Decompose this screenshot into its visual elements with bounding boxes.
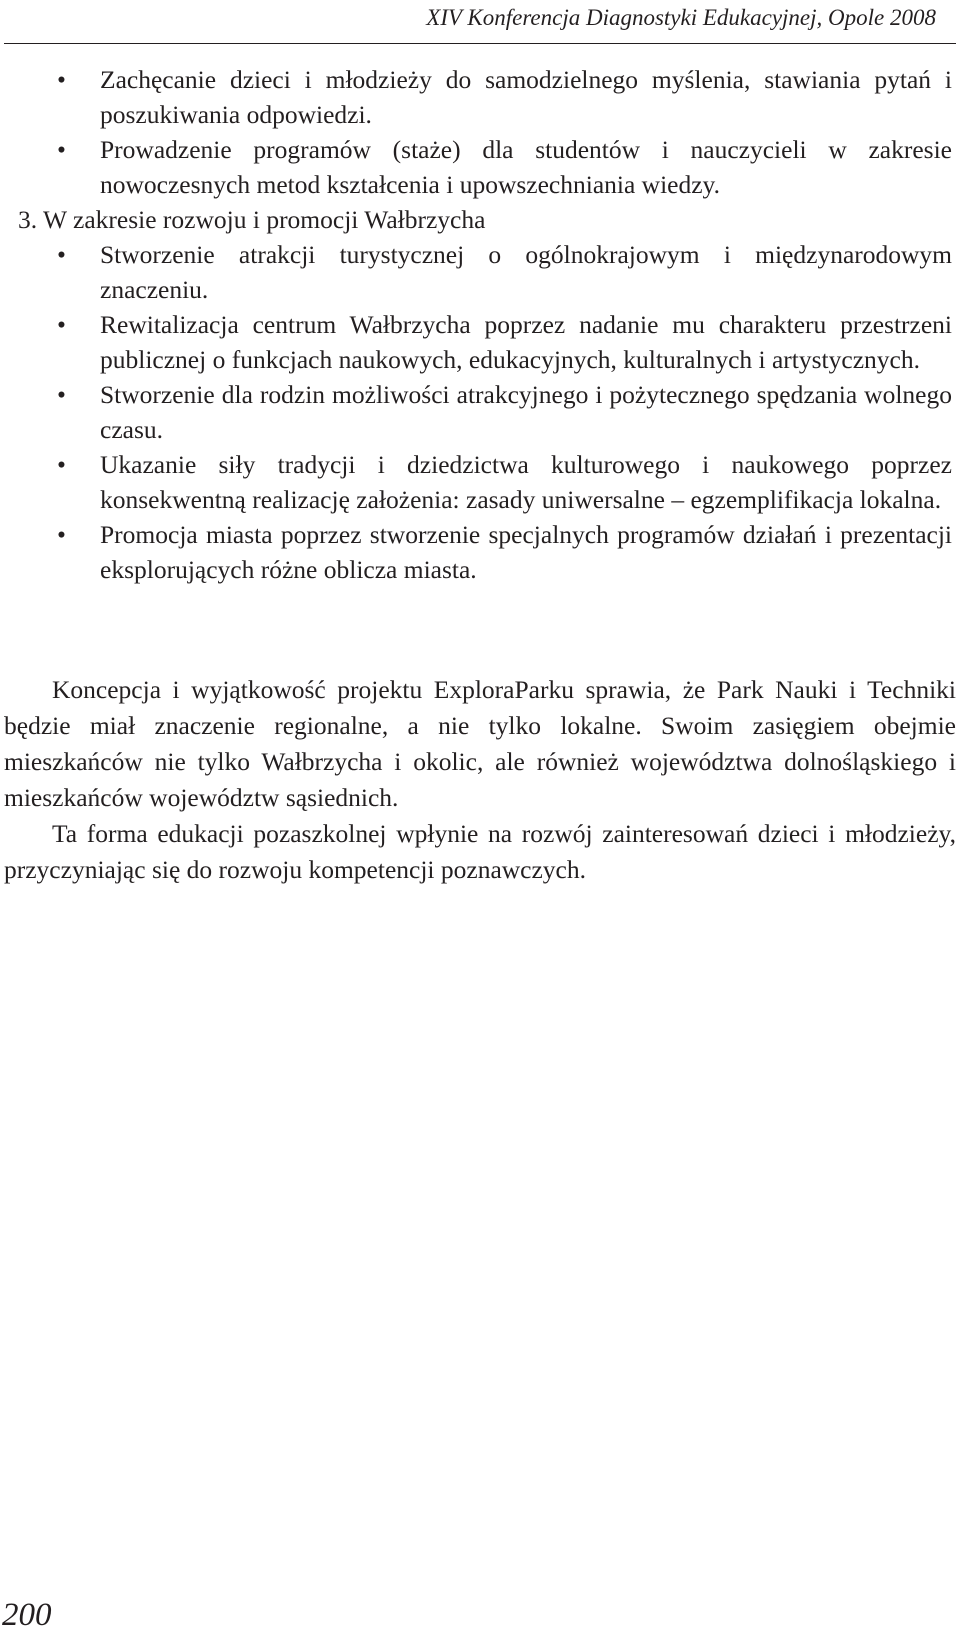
paragraph: Ta forma edukacji pozaszkolnej wpłynie na rozwój zainteresowań dzieci i młodzieży, przyczyniając się do rozwoju kompetencji poznawczych. — [4, 819, 956, 884]
running-header: XIV Konferencja Diagnostyki Edukacyjnej, Opole 2008 — [426, 5, 936, 30]
section-heading: 3. W zakresie rozwoju i promocji Wałbrzycha — [18, 205, 486, 234]
list-item: • Stworzenie dla rodzin możliwości atrakcyjnego i pożytecznego spędzania wolnego czasu. — [0, 377, 952, 447]
list-item: • Stworzenie atrakcji turystycznej o ogólnokrajowym i międzynarodowym znaczeniu. — [0, 237, 952, 307]
paragraph: Koncepcja i wyjątkowość projektu ExploraParku sprawia, że Park Nauki i Techniki będzie miał znaczenie regionalne, a nie tylko lokalne. Swoim zasięgiem obejmie mieszkańców nie tylko Wałbrzycha i okolic, ale również województwa dolnośląskiego i mieszkańców województw sąsiednich. — [4, 675, 956, 812]
list-item: • Zachęcanie dzieci i młodzieży do samodzielnego myślenia, stawiania pytań i poszukiwania odpowiedzi. — [0, 62, 952, 132]
body-text — [4, 672, 956, 888]
list-item: • Ukazanie siły tradycji i dziedzictwa kulturowego i naukowego poprzez konsekwentną realizację założenia: zasady uniwersalne – egzemplifikacja lokalna. — [0, 447, 952, 517]
list-item: • Promocja miasta poprzez stworzenie specjalnych programów działań i prezentacji eksplorujących różne oblicza miasta. — [0, 517, 952, 587]
bullet-list — [0, 62, 952, 587]
list-item: • Prowadzenie programów (staże) dla studentów i nauczycieli w zakresie nowoczesnych metod kształcenia i upowszechniania wiedzy. — [0, 132, 952, 202]
list-item: • Rewitalizacja centrum Wałbrzycha poprzez nadanie mu charakteru przestrzeni publicznej o funkcjach naukowych, edukacyjnych, kulturalnych i artystycznych. — [0, 307, 952, 377]
page-number: 200 — [2, 1597, 52, 1633]
header-divider — [4, 43, 956, 44]
